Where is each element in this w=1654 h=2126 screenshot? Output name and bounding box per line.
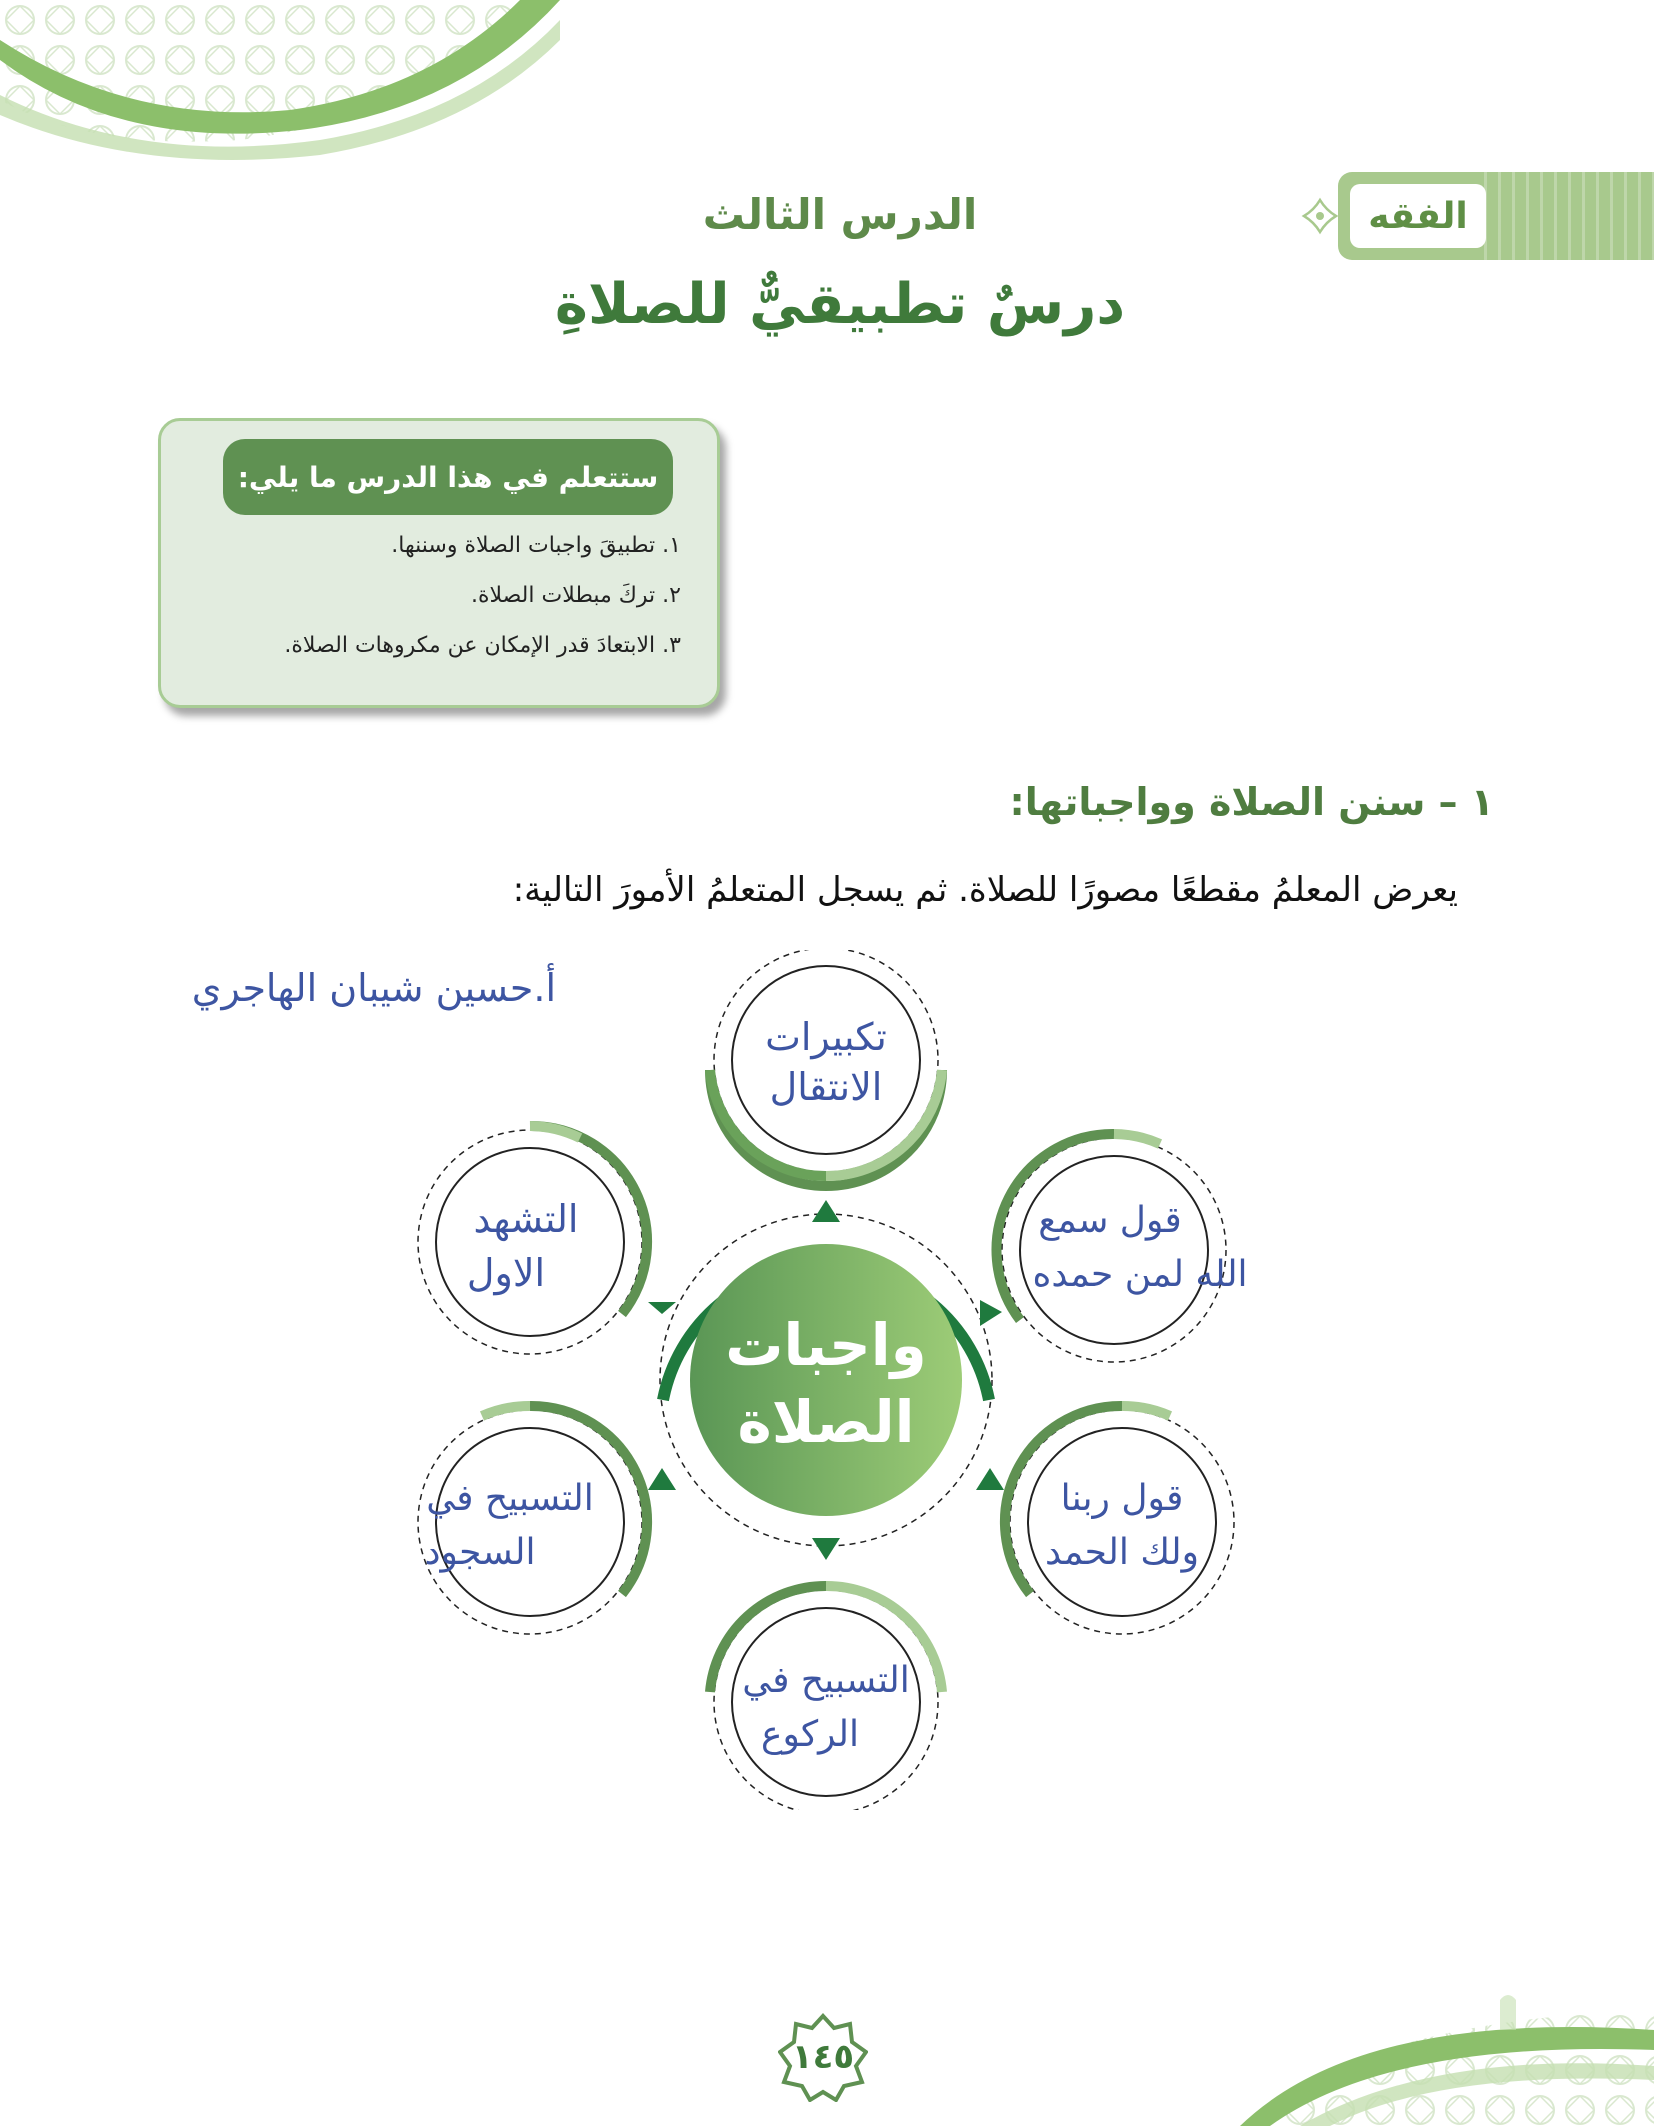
arrow-down-left-icon xyxy=(648,1468,676,1490)
section-heading: ١ – سنن الصلاة وواجباتها: xyxy=(1009,780,1494,824)
objectives-heading: ستتعلم في هذا الدرس ما يلي: xyxy=(223,439,673,515)
top-corner-decoration xyxy=(0,0,560,160)
node-top-line-2: الانتقال xyxy=(769,1065,883,1109)
arrow-down-icon xyxy=(812,1538,840,1560)
lesson-number: الدرس الثالث xyxy=(702,190,978,239)
node-top-right xyxy=(996,1134,1247,1362)
arrow-up-icon xyxy=(812,1200,840,1222)
node-bottom-right-line-2: ولك الحمد xyxy=(1044,1532,1200,1573)
node-bottom-left xyxy=(418,1406,647,1634)
page-number: ١٤٥ xyxy=(791,2037,855,2077)
node-top-left xyxy=(418,1126,647,1354)
objective-item: ١. تطبيقَ واجبات الصلاة وسننها. xyxy=(391,533,681,558)
intro-text: يعرض المعلمُ مقطعًا مصورًا للصلاة. ثم يسجل المتعلمُ الأمورَ التالية: xyxy=(512,870,1458,910)
objective-item: ٢. تركَ مبطلات الصلاة. xyxy=(470,583,681,608)
node-bottom-left-line-1: التسبيح في xyxy=(426,1478,594,1519)
node-top-right-line-2: الله لمن حمده xyxy=(1032,1254,1248,1295)
node-bottom-line-2: الركوع xyxy=(760,1714,860,1755)
arrow-up-right-icon xyxy=(980,1300,1002,1326)
node-bottom-right-line-1: قول ربنا xyxy=(1060,1478,1184,1519)
center-line-1: واجبات xyxy=(725,1311,927,1379)
page-number-badge xyxy=(778,2012,868,2102)
bottom-corner-decoration xyxy=(1240,1970,1654,2126)
center-circle xyxy=(690,1244,962,1516)
subject-tab xyxy=(1338,172,1654,260)
tab-stripes xyxy=(1484,172,1654,260)
node-top-left-line-1: التشهد xyxy=(473,1197,579,1241)
node-top-right-line-1: قول سمع xyxy=(1038,1200,1182,1241)
objectives-list xyxy=(201,521,681,671)
node-top-left-line-2: الاول xyxy=(466,1251,546,1295)
objectives-box xyxy=(158,418,720,708)
ornament-icon xyxy=(1300,196,1340,236)
node-bottom-line-1: التسبيح في xyxy=(742,1660,910,1701)
center-line-2: الصلاة xyxy=(737,1388,915,1456)
arrow-down-right-icon xyxy=(976,1468,1004,1490)
node-top-line-1: تكبيرات xyxy=(765,1015,887,1059)
node-bottom-right xyxy=(1005,1406,1234,1634)
lesson-title: درسٌ تطبيقيٌّ للصلاةِ xyxy=(554,272,1126,337)
subject-label: الفقه xyxy=(1350,184,1486,248)
node-bottom xyxy=(710,1586,942,1810)
author-name: أ.حسين شيبان الهاجري xyxy=(191,966,556,1010)
node-bottom-left-line-2: السجود xyxy=(424,1532,536,1573)
node-top xyxy=(710,950,942,1186)
arrow-up-left-icon xyxy=(648,1302,676,1314)
objective-item: ٣. الابتعادَ قدر الإمكان عن مكروهات الصلاة. xyxy=(284,633,681,658)
prayer-obligations-diagram xyxy=(400,950,1260,1810)
